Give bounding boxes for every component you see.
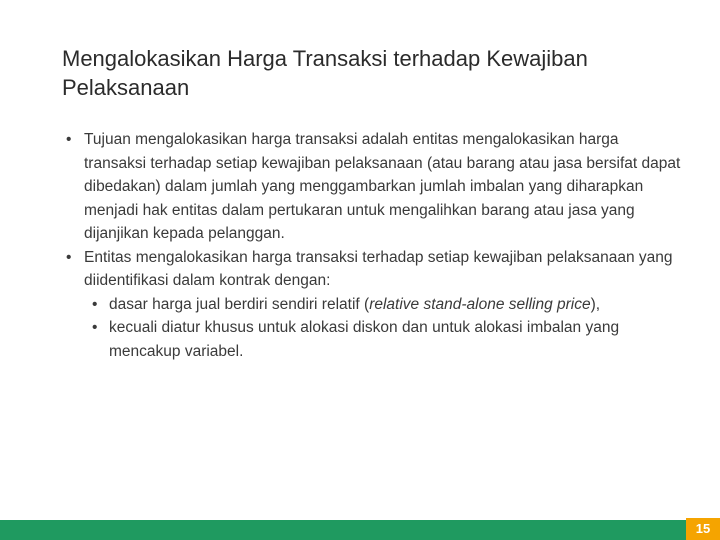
slide-title: Mengalokasikan Harga Transaksi terhadap Kewajiban Pelaksanaan [62,46,588,100]
sub-bullet-italic-term: relative stand-alone selling price [369,295,591,313]
sub-bullet-item [62,316,682,363]
footer-bar [0,520,720,540]
bullet-icon: • [92,319,98,336]
bullet-icon: • [92,295,98,313]
bullet-text: Entitas mengalokasikan harga transaksi terhadap setiap kewajiban pelaksanaan yang diidentifikasi dalam kontrak dengan: [84,248,673,289]
page-number-badge: 15 [686,518,720,540]
bullet-item [62,128,682,246]
sub-bullet-item [62,293,682,317]
bullet-item [62,246,682,293]
bullet-icon: • [66,131,72,148]
slide-content [62,128,682,363]
sub-bullet-text-end: ), [590,295,601,313]
bullet-text: Tujuan mengalokasikan harga transaksi adalah entitas mengalokasikan harga transaksi terhadap setiap kewajiban pelaksanaan (atau barang atau jasa bersifat dapat dibedakan) dalam jumlah yang menggambarkan jumlah imbalan yang diharapkan menjadi hak entitas dalam pertukaran untuk mengalihkan barang atau jasa yang dijanjikan kepada pelanggan. [84,131,681,242]
bullet-icon: • [66,248,72,266]
sub-bullet-text-start: dasar harga jual berdiri sendiri relatif ( [109,295,370,313]
sub-bullet-text [109,296,600,313]
sub-bullet-text: kecuali diatur khusus untuk alokasi diskon dan untuk alokasi imbalan yang mencakup variabel. [109,319,620,360]
